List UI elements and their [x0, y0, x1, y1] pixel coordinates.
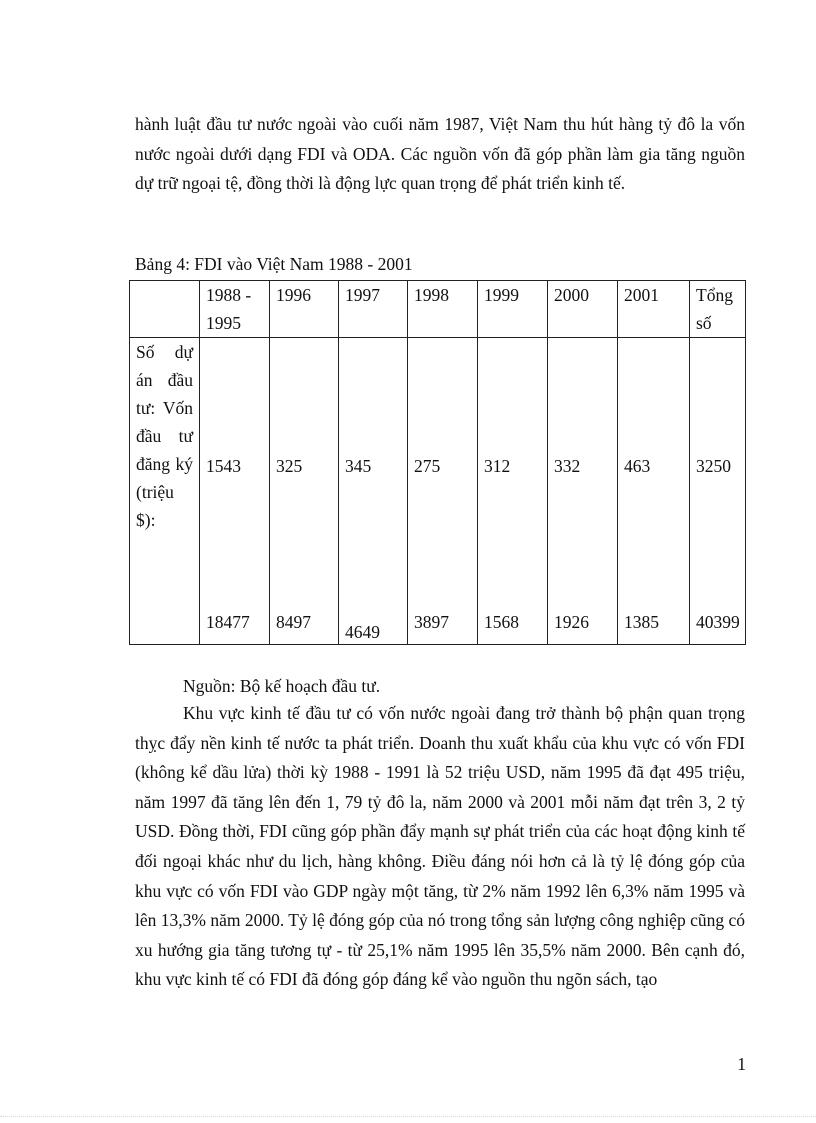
projects-value: 332 — [554, 456, 581, 476]
projects-total-value: 3250 — [696, 456, 731, 476]
table-row — [130, 338, 746, 645]
data-cell — [200, 338, 270, 645]
capital-value: 1568 — [484, 612, 519, 632]
page-number: 1 — [737, 1054, 746, 1074]
header-cell-1998: 1998 — [408, 281, 478, 338]
data-cell — [270, 338, 339, 645]
projects-value: 345 — [345, 456, 372, 476]
capital-total-value: 40399 — [696, 612, 740, 632]
row-label-cell — [130, 338, 200, 645]
projects-value: 325 — [276, 456, 303, 476]
data-cell — [548, 338, 618, 645]
footer-divider — [0, 1116, 816, 1117]
projects-value: 275 — [414, 456, 441, 476]
projects-value: 463 — [624, 456, 651, 476]
data-cell — [478, 338, 548, 645]
row-label: Số dự án đầu tư: Vốn đầu tư đăng ký (triệu $): — [136, 342, 193, 530]
projects-value: 312 — [484, 456, 511, 476]
main-paragraph: Khu vực kinh tế đầu tư có vốn nước ngoài đang trở thành bộ phận quan trọng thỵc đẩy nền kinh tế nước ta phát triển. Doanh thu xuất khẩu của khu vực có vốn FDI (không kể dầu lửa) thời kỳ 1988 - 1991 là 52 triệu USD, năm 1995 đã đạt 495 triệu, năm 1997 đã tăng lên đến 1, 79 tỷ đô la, năm 2000 và 2001 mỗi năm đạt trên 3, 2 tỷ USD. Đồng thời, FDI cũng góp phần đẩy mạnh sự phát triển của các hoạt động kinh tế đối ngoại khác như du lịch, hàng không. Điều đáng nói hơn cả là tỷ lệ đóng góp của khu vực có vốn FDI vào GDP ngày một tăng, từ 2% năm 1992 lên 6,3% năm 1995 và lên 13,3% năm 2000. Tỷ lệ đóng góp của nó trong tổng sản lượng công nghiệp cũng có xu hướng gia tăng tương tự - từ 25,1% năm 1995 lên 35,5% năm 2000. Bên cạnh đó, khu vực kinh tế có FDI đã đóng góp đáng kể vào nguồn thu ngõn sách, tạo — [135, 703, 745, 990]
capital-value: 1385 — [624, 612, 659, 632]
capital-value: 3897 — [414, 612, 449, 632]
data-cell — [408, 338, 478, 645]
header-cell-1996: 1996 — [270, 281, 339, 338]
header-cell-2000: 2000 — [548, 281, 618, 338]
capital-value: 18477 — [206, 612, 250, 632]
data-cell-total — [690, 338, 746, 645]
intro-paragraph: hành luật đầu tư nước ngoài vào cuối năm 1987, Việt Nam thu hút hàng tỷ đô la vốn nước ngoài dưới dạng FDI và ODA. Các nguồn vốn đã góp phần làm gia tăng nguồn dự trữ ngoại tệ, đồng thời là động lực quan trọng để phát triển kinh tế. — [135, 114, 745, 194]
capital-value: 8497 — [276, 612, 311, 632]
data-cell — [618, 338, 690, 645]
header-cell-empty — [130, 281, 200, 338]
header-cell-total: Tổng số — [690, 281, 746, 338]
capital-value: 1926 — [554, 612, 589, 632]
header-cell-1997: 1997 — [339, 281, 408, 338]
table-header-row — [130, 281, 746, 338]
table-source: Nguồn: Bộ kế hoạch đầu tư. — [183, 676, 381, 696]
header-cell-2001: 2001 — [618, 281, 690, 338]
header-cell-1999: 1999 — [478, 281, 548, 338]
projects-value: 1543 — [206, 456, 241, 476]
fdi-table — [129, 280, 746, 645]
table-caption: Bảng 4: FDI vào Việt Nam 1988 - 2001 — [135, 254, 413, 274]
header-cell-1988-1995: 1988 - 1995 — [200, 281, 270, 338]
data-cell — [339, 338, 408, 645]
capital-value: 4649 — [345, 622, 380, 642]
